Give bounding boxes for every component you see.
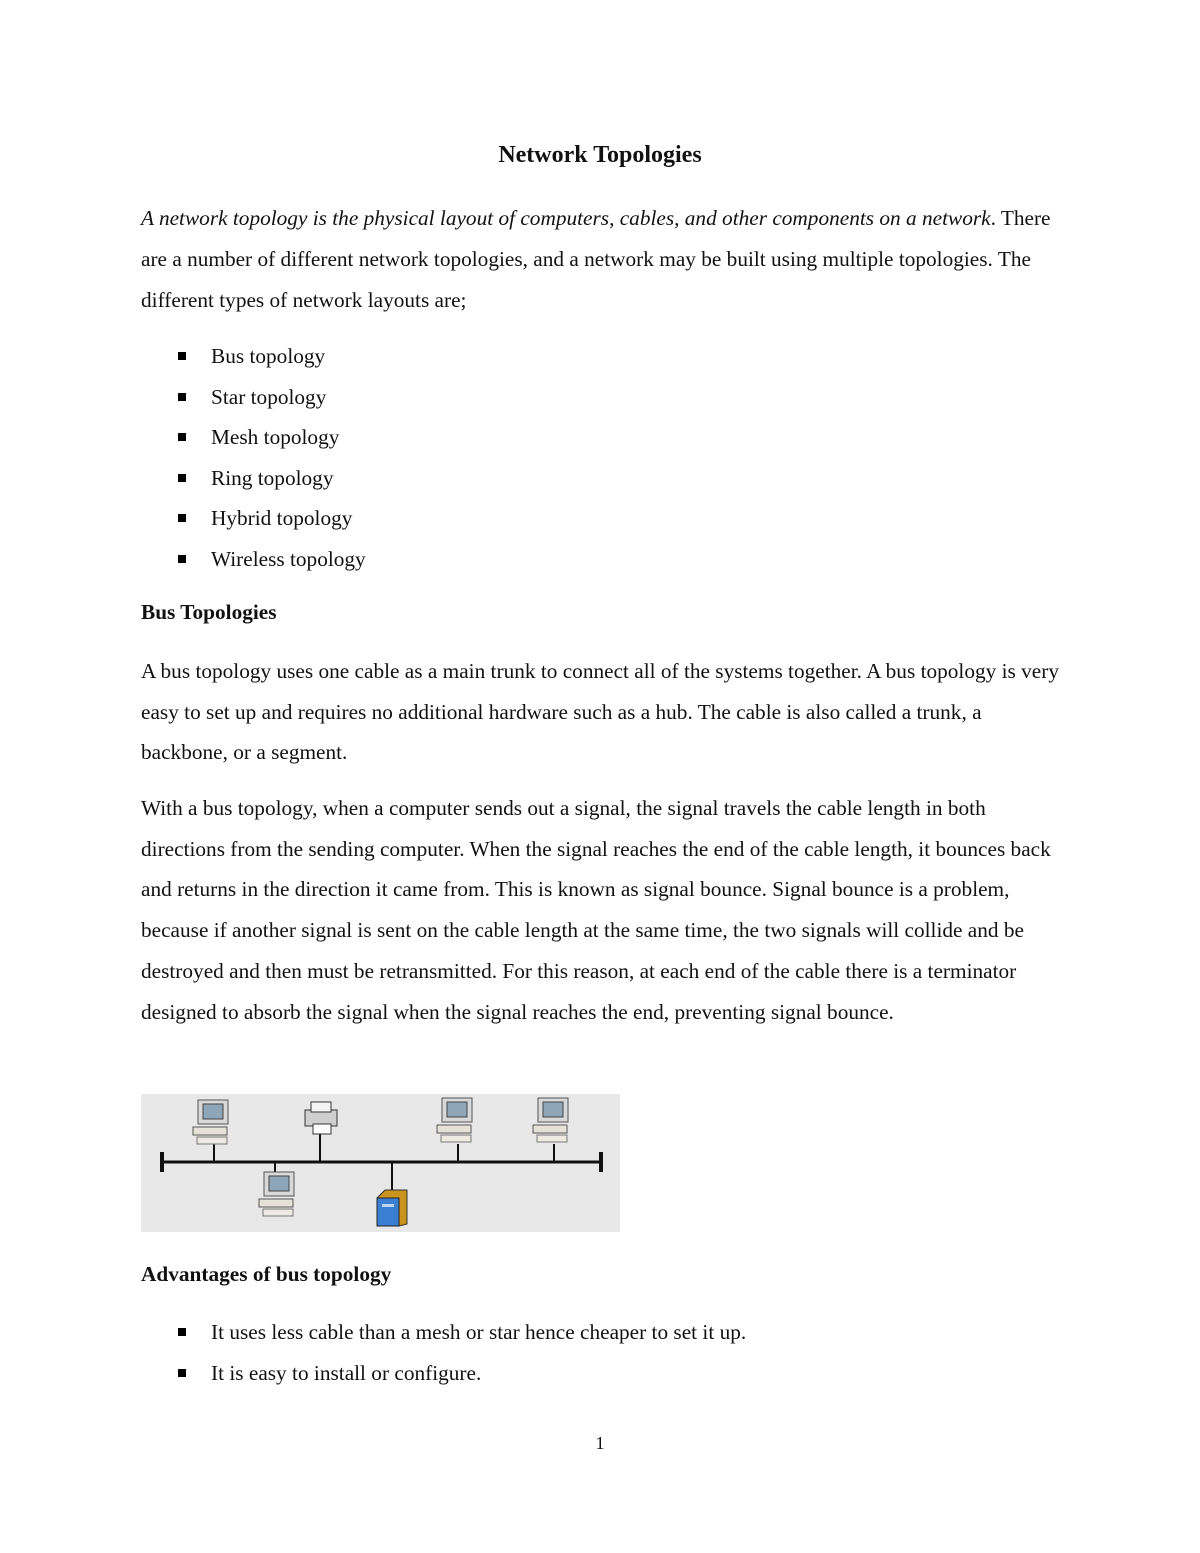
- list-item: Wireless topology: [141, 539, 366, 580]
- list-item: It uses less cable than a mesh or star hence cheaper to set it up.: [141, 1312, 746, 1353]
- topology-types-list: [141, 336, 366, 579]
- bullet-square-icon: [178, 555, 186, 563]
- terminator-left: [160, 1152, 164, 1172]
- bullet-square-icon: [178, 352, 186, 360]
- bullet-square-icon: [178, 514, 186, 522]
- list-item: It is easy to install or configure.: [141, 1353, 746, 1394]
- list-item: Star topology: [141, 377, 366, 418]
- bus-topologies-heading: Bus Topologies: [141, 600, 277, 624]
- computer-icon: [193, 1100, 228, 1144]
- advantages-heading: Advantages of bus topology: [141, 1262, 392, 1286]
- computer-icon: [437, 1098, 472, 1142]
- bullet-square-icon: [178, 1328, 186, 1336]
- list-item: Ring topology: [141, 458, 366, 499]
- bullet-square-icon: [178, 474, 186, 482]
- page-number: 1: [595, 1433, 605, 1453]
- bus-paragraph-1: A bus topology uses one cable as a main trunk to connect all of the systems together. A bus topology is very easy to set up and requires no additional hardware such as a hub. The cable is also called a trunk, a backbone, or a segment.: [141, 659, 1059, 765]
- list-item: Mesh topology: [141, 417, 366, 458]
- bus-diagram-svg: [141, 1094, 620, 1232]
- bullet-square-icon: [178, 433, 186, 441]
- server-icon: [377, 1190, 407, 1226]
- intro-definition: A network topology is the physical layout of computers, cables, and other components on a network: [141, 206, 991, 230]
- terminator-right: [599, 1152, 603, 1172]
- bus-paragraph-2: With a bus topology, when a computer sends out a signal, the signal travels the cable length in both directions from the sending computer. When the signal reaches the end of the cable length, it bounces back and returns in the direction it came from. This is known as signal bounce. Signal bounce is a problem, because if another signal is sent on the cable length at the same time, the two signals will collide and be destroyed and then must be retransmitted. For this reason, at each end of the cable there is a terminator designed to absorb the signal when the signal reaches the end, preventing signal bounce.: [141, 796, 1051, 1024]
- computer-icon: [533, 1098, 568, 1142]
- bus-topology-diagram: [141, 1094, 620, 1232]
- list-item: Hybrid topology: [141, 498, 366, 539]
- advantages-list: [141, 1312, 746, 1393]
- page-title: Network Topologies: [498, 142, 702, 168]
- intro-paragraph: [141, 198, 1061, 321]
- bullet-square-icon: [178, 1369, 186, 1377]
- computer-icon: [259, 1172, 294, 1216]
- list-item: Bus topology: [141, 336, 366, 377]
- intro-text: . There are a number of different network topologies, and a network may be built using multiple topologies. The different types of network layouts are;: [141, 206, 1051, 312]
- printer-icon: [305, 1102, 337, 1134]
- bullet-square-icon: [178, 393, 186, 401]
